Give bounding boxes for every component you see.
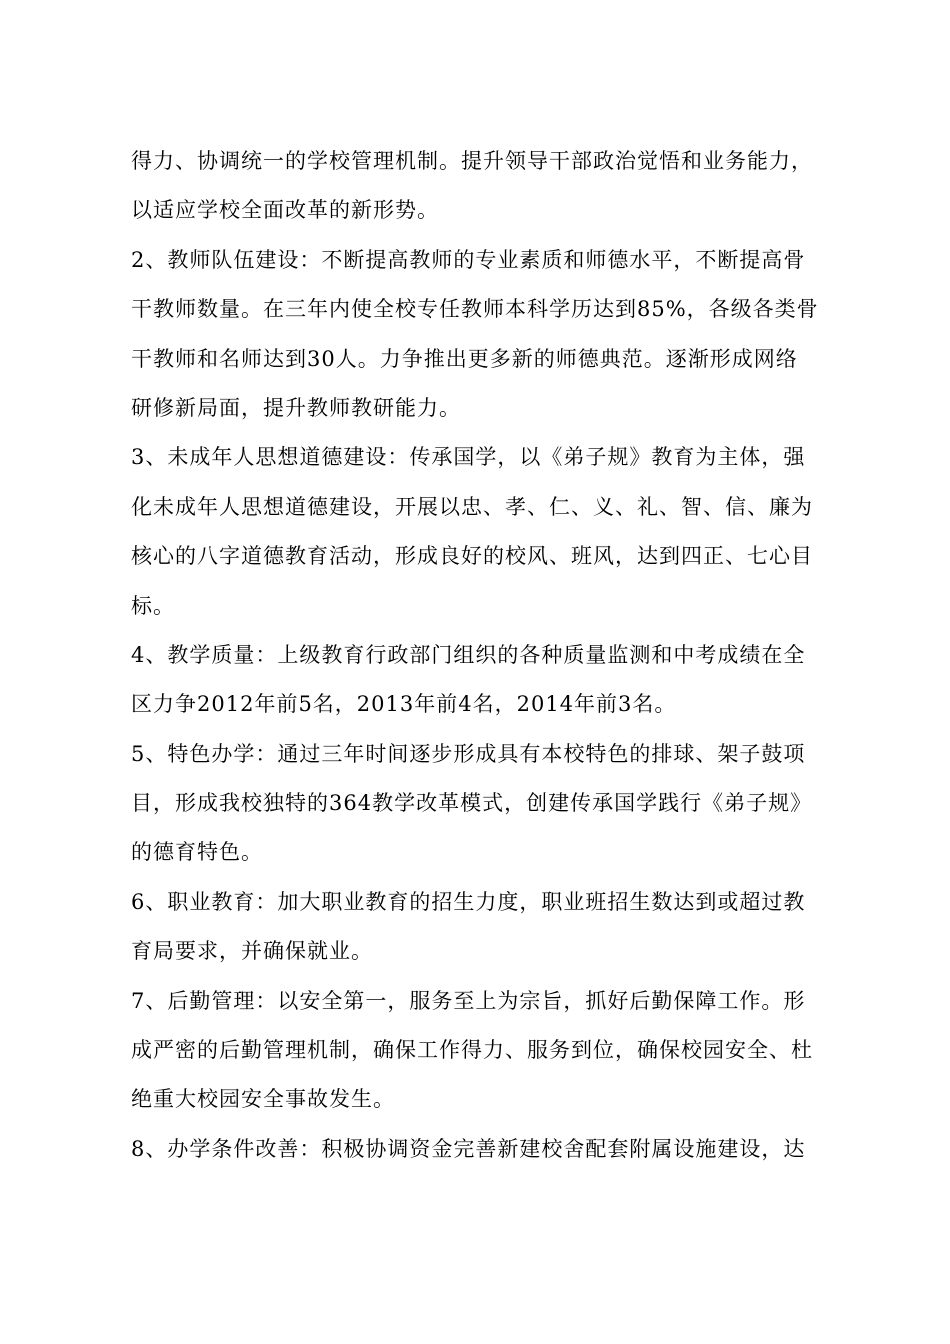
paragraph-teacher-team xyxy=(131,236,831,434)
text-line: 得力、协调统一的学校管理机制。提升领导干部政治觉悟和业务能力， xyxy=(131,149,813,173)
text-line: 成严密的后勤管理机制，确保工作得力、服务到位，确保校园安全、杜 xyxy=(131,1038,813,1063)
text-line: 以适应学校全面改革的新形势。 xyxy=(131,198,439,223)
paragraph-featured-schooling xyxy=(131,730,831,878)
paragraph-school-conditions xyxy=(131,1125,831,1174)
text-line: 绝重大校园安全事故发生。 xyxy=(131,1087,395,1112)
document-body xyxy=(131,137,831,1174)
text-line: 标。 xyxy=(131,593,175,618)
paragraph-teaching-quality xyxy=(131,631,831,730)
paragraph-moral-education xyxy=(131,433,831,631)
text-line: 核心的八字道德教育活动，形成良好的校风、班风，达到四正、七心目 xyxy=(131,544,813,569)
text-line: 的德育特色。 xyxy=(131,840,263,865)
text-line: 8、办学条件改善：积极协调资金完善新建校舍配套附属设施建设，达 xyxy=(131,1136,806,1161)
text-line: 4、教学质量：上级教育行政部门组织的各种质量监测和中考成绩在全 xyxy=(131,642,806,667)
text-line: 7、后勤管理：以安全第一，服务至上为宗旨，抓好后勤保障工作。形 xyxy=(131,988,806,1013)
text-line: 育局要求，并确保就业。 xyxy=(131,939,373,964)
paragraph-logistics-management xyxy=(131,977,831,1125)
paragraph-vocational-education xyxy=(131,878,831,977)
text-line: 干教师和名师达到30人。力争推出更多新的师德典范。逐渐形成网络 xyxy=(131,346,798,371)
text-line: 研修新局面，提升教师教研能力。 xyxy=(131,395,461,420)
text-line: 区力争2012年前5名，2013年前4名，2014年前3名。 xyxy=(131,692,677,717)
text-line: 目，形成我校独特的364教学改革模式，创建传承国学践行《弟子规》 xyxy=(131,791,813,816)
text-line: 2、教师队伍建设：不断提高教师的专业素质和师德水平，不断提高骨 xyxy=(131,247,806,272)
text-line: 化未成年人思想道德建设，开展以忠、孝、仁、义、礼、智、信、廉为 xyxy=(131,494,813,519)
text-line: 6、职业教育：加大职业教育的招生力度，职业班招生数达到或超过教 xyxy=(131,889,806,914)
paragraph-management-continued xyxy=(131,137,831,236)
text-line: 3、未成年人思想道德建设：传承国学，以《弟子规》教育为主体，强 xyxy=(131,445,806,470)
text-line: 5、特色办学：通过三年时间逐步形成具有本校特色的排球、架子鼓项 xyxy=(131,741,806,766)
text-line: 干教师数量。在三年内使全校专任教师本科学历达到85%，各级各类骨 xyxy=(131,297,819,322)
